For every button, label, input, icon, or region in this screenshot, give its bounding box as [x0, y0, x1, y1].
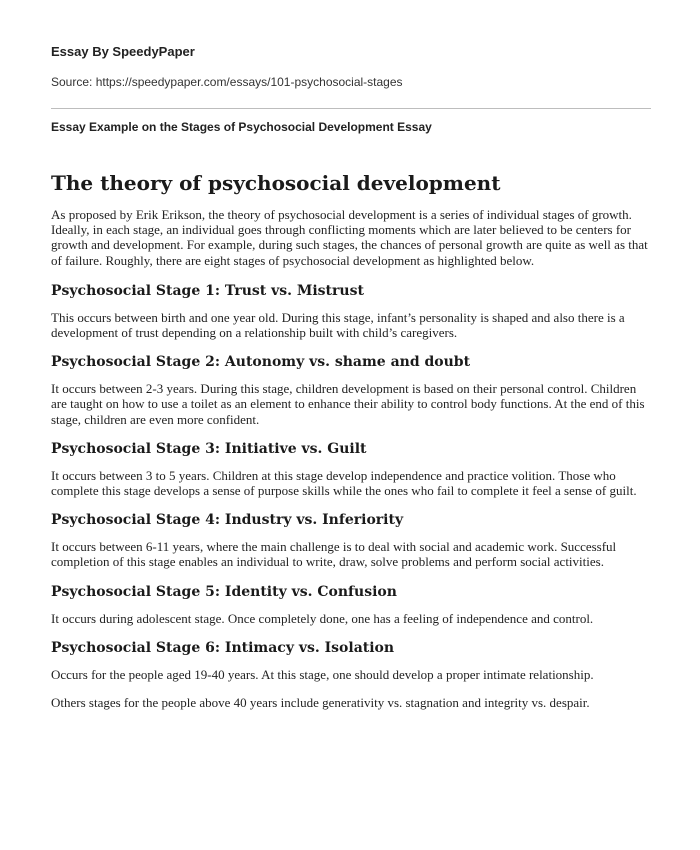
- stage-4-heading: Psychosocial Stage 4: Industry vs. Inferiority: [51, 512, 404, 529]
- stage-3-heading: Psychosocial Stage 3: Initiative vs. Guilt: [51, 440, 367, 457]
- stage-5-heading: Psychosocial Stage 5: Identity vs. Confusion: [51, 583, 397, 600]
- essay-title: Essay Example on the Stages of Psychosocial Development Essay: [51, 120, 432, 134]
- source-line: Source: https://speedypaper.com/essays/101-psychosocial-stages: [51, 75, 403, 89]
- stage-4-paragraph: It occurs between 6-11 years, where the main challenge is to deal with social and academic work. Successful completion of this stage enables an individual to write, draw, solve problems and perform social activities.: [51, 539, 617, 570]
- stage-2-heading: Psychosocial Stage 2: Autonomy vs. shame and doubt: [51, 354, 471, 371]
- stage-1-paragraph: This occurs between birth and one year old. During this stage, infant’s personality is shaped and also there is a development of trust depending on a relationship built with child’s caregivers.: [51, 309, 625, 341]
- closing-paragraph: Others stages for the people above 40 years include generativity vs. stagnation and integrity vs. despair.: [51, 695, 590, 711]
- stage-6-heading: Psychosocial Stage 6: Intimacy vs. Isolation: [51, 639, 395, 656]
- stage-6-paragraph: Occurs for the people aged 19-40 years. At this stage, one should develop a proper intimate relationship.: [51, 666, 594, 682]
- stage-1-heading: Psychosocial Stage 1: Trust vs. Mistrust: [51, 282, 364, 299]
- intro-paragraph: As proposed by Erik Erikson, the theory of psychosocial development is a series of individual stages of growth. Ideally, in each stage, an individual goes through conflicting moments which are later believed to be centers for growth and development. For example, during such stages, the chances of personal growth are quite as well as that of failure. Roughly, there are eight stages of psychosocial development as highlighted below.: [51, 207, 648, 268]
- header-divider: [51, 108, 651, 109]
- article-body: [51, 207, 651, 710]
- brand-line: Essay By SpeedyPaper: [51, 44, 195, 59]
- stage-5-paragraph: It occurs during adolescent stage. Once completely done, one has a feeling of independence and control.: [51, 610, 594, 626]
- stage-3-paragraph: It occurs between 3 to 5 years. Children at this stage develop independence and practice volition. Those who complete this stage develops a sense of purpose skills while the ones who fail to complete it feel a sense of guilt.: [51, 467, 637, 499]
- article-title: The theory of psychosocial development: [51, 171, 501, 195]
- stage-2-paragraph: It occurs between 2-3 years. During this stage, children development is based on their personal control. Children are taught on how to use a toilet as an element to enhance their ability to control body functions. At the end of this stage, children are even more confident.: [51, 381, 645, 427]
